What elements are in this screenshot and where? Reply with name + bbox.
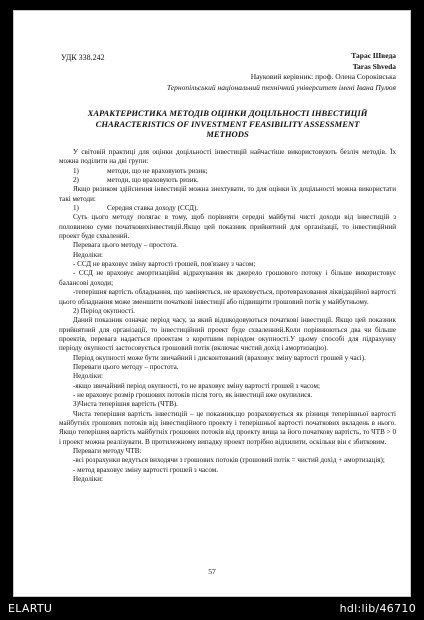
paragraph: Недоліки: xyxy=(73,372,103,381)
list-item xyxy=(59,204,396,213)
paragraph: - ССД не враховує зміну вартості грошей, пов'язану з часом; xyxy=(73,260,256,269)
paragraph: -теперішня вартість обладнання, що заміняється, не враховується, протевраховання ліквідаційної вартості цього обладнання може зменшити початкові інвестиції або підвищити грошовий потік у майбутньому. xyxy=(59,288,396,306)
author-name-en: Taras Shveda xyxy=(352,61,396,71)
udk-code: УДК 338.242 xyxy=(61,53,105,62)
paragraph: Період окупності може бути звичайний і дисконтований (враховує зміну вартості грошей у часі). xyxy=(73,353,366,362)
title-en-line-1: CHARACTERISTICS OF INVESTMENT FEASIBILITY ASSESSMENT xyxy=(95,118,360,129)
list-text: методи, що враховують ризик. xyxy=(107,176,199,185)
list-item xyxy=(59,176,396,185)
paragraph: Якщо ризиком здійснення інвестицій можна знехтувати, то для оцінки їх доцільності можна використати такі методи: xyxy=(59,185,396,203)
paragraph: Недоліки: xyxy=(73,250,103,259)
paragraph: -якщо звичайний період окупності, то не враховує зміну вартості грошей з часом; xyxy=(73,381,320,390)
paragraph: Перевага цього методу – простота. xyxy=(73,241,178,250)
paragraph: Суть цього методу полягає в тому, щоб порівняти середні майбутні чисті доходи від інвестицій з половиною суми початковихінвестицій.Якщо цей показник прийнятний для організації, то інвестиційний проект буде схвалений. xyxy=(59,213,396,241)
list-number: 1) xyxy=(73,204,79,213)
section-heading: 2) Період окупності. xyxy=(73,306,135,315)
list-item xyxy=(59,167,396,176)
university: Тернопільський національний технічний університет імені Івана Пулюя xyxy=(166,82,396,92)
list-text: методи, що не враховують ризик; xyxy=(107,166,208,175)
page-number: 57 xyxy=(208,567,216,576)
document-page xyxy=(13,10,411,597)
list-number: 1) xyxy=(73,166,79,175)
body-text xyxy=(59,148,396,484)
paragraph: - ССД не враховує амортизаційні відрахування як джерело грошового потоку і більше використовує балансові доходи; xyxy=(59,269,396,287)
author-name-uk: Тарас Шведа xyxy=(351,51,396,60)
list-text: Середня ставка доходу (ССД). xyxy=(107,204,199,213)
repository-footer xyxy=(0,597,424,620)
paper-title xyxy=(59,108,396,140)
handle-id: hdl:lib/46710 xyxy=(339,602,416,615)
section-heading: 3)Чиста теперішня вартість (ЧТВ). xyxy=(73,400,178,409)
paragraph: Недоліки: xyxy=(73,475,103,484)
title-uk: ХАРАКТЕРИСТИКА МЕТОДІВ ОЦІНКИ ДОЦІЛЬНОСТІ ІНВЕСТИЦІЙ xyxy=(87,108,368,118)
supervisor: Науковий керівник: проф. Олена Сороківська xyxy=(250,72,396,81)
paragraph: У світовій практиці для оцінки доцільності інвестицій найчастіше використовують безліч методів. Їх можна поділити на дві групи: xyxy=(59,148,396,166)
title-en-line-2: METHODS xyxy=(206,129,249,139)
paragraph: Переваги цього методу – простота. xyxy=(73,362,179,371)
author-block xyxy=(167,51,396,93)
paragraph: Переваги методу ЧТВ: xyxy=(73,447,142,455)
paragraph: - метод враховує зміну вартості грошей з часом. xyxy=(73,465,219,474)
paragraph: - не враховує розмір грошових потоків після того, як інвестиції вже окупилися. xyxy=(73,390,313,399)
paragraph: Даний показник означає період часу, за який відшкодовуються початкові інвестиції. Якщо цей показник прийнятний для організації, то інвестиційний проект буде схваленний.Коли порівнюються два чи більше проектів, перевага надається проектам з коротшим періодом окупності.У цьому способі для підрахунку періоду окупності застосовується грошовий потік (включає чистий дохід і амортизацію). xyxy=(59,316,396,353)
list-number: 2) xyxy=(73,176,79,185)
repository-name: ELARTU xyxy=(8,602,53,615)
paragraph: Чиста теперішня вартість інвестицій – це показник,що розраховується як різниця теперішньої вартості майбутніх грошових потоків від інвестиційного проекту і теперішньої вартості початкових вкладень в нього. Якщо теперішня вартість майбутніх грошових потоків від проекту вища за його початкову вартість, то ЧТВ > 0 і проект можна реалізувати. В протилежному випадку проект потрібно відхилити, оскільки він є збитковим. xyxy=(59,409,396,446)
paragraph: -всі розрахунки ведуться виходячи з грошових потоків (грошовий потік = чистий дохід + амортизація); xyxy=(73,456,385,465)
